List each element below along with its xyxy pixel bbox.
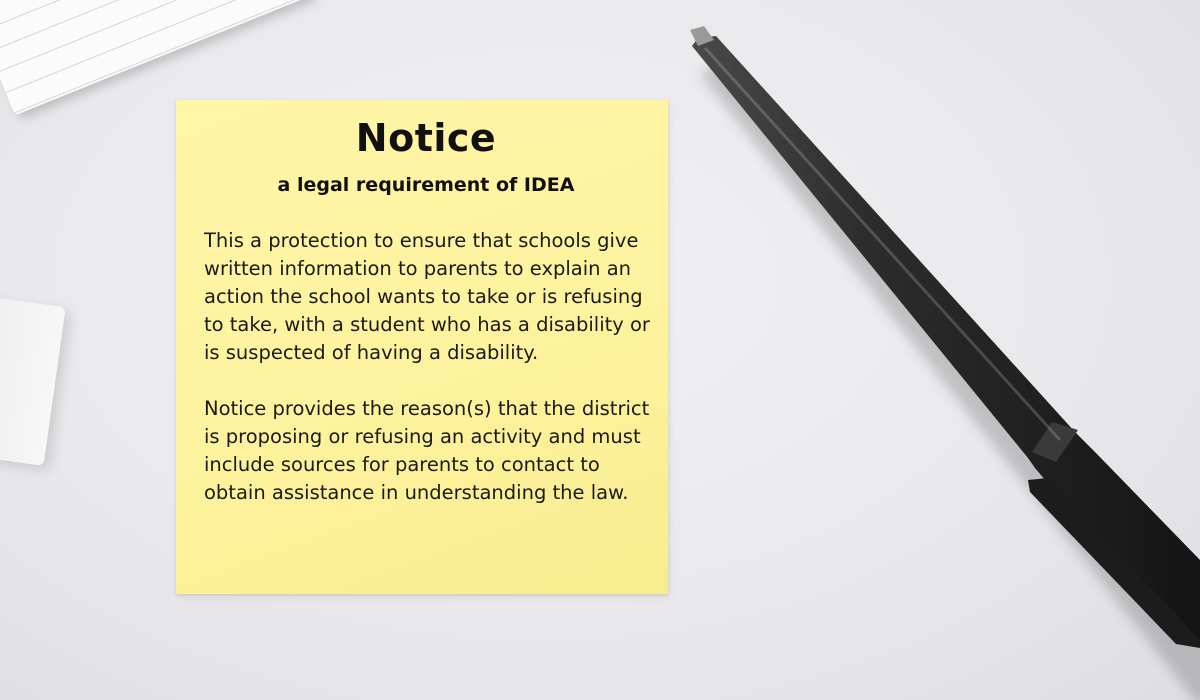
pen-body — [692, 36, 1200, 640]
note-paragraph-1: This a protection to ensure that schools give written information to parents to explain an action the school wants to take or is refusing to take, with a student who has a disability or is suspected of having a disability. — [204, 229, 650, 364]
note-paragraph-2: Notice provides the reason(s) that the district is proposing or refusing an activity and must include sources for parents to contact to obtain assistance in understanding the law. — [204, 397, 650, 504]
note-title: Notice — [355, 116, 497, 160]
note-subtitle: a legal requirement of IDEA — [277, 174, 575, 196]
